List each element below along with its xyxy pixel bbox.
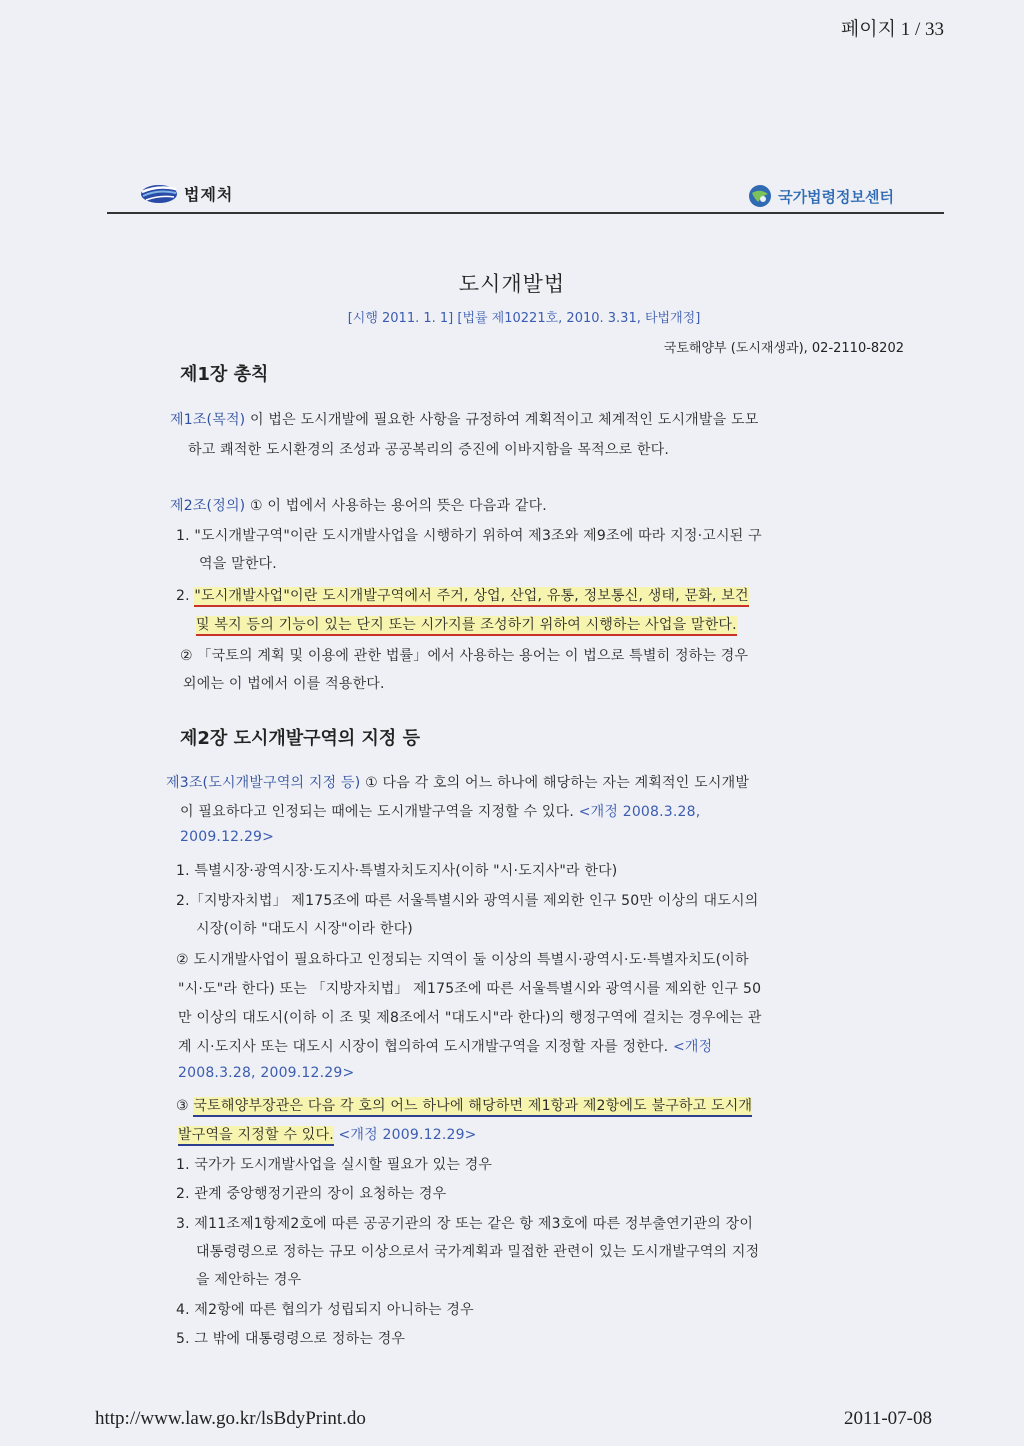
article-2-item-2-line-2	[196, 614, 737, 634]
article-3-para-2-line-1: ② 도시개발사업이 필요하다고 인정되는 지역이 둘 이상의 특별시·광역시·도·특별자치도(이하	[176, 952, 749, 968]
article-2-item-1-line-2: 역을 말한다.	[199, 556, 277, 572]
highlighted-definition-1: "도시개발사업"이란 도시개발구역에서 주거, 상업, 산업, 유통, 정보통신, 생태, 문화, 보건	[194, 587, 748, 607]
article-1-head: 제1조(목적)	[170, 412, 246, 428]
moleg-swoosh-icon	[140, 183, 178, 205]
article-2-text-1: ① 이 법에서 사용하는 용어의 뜻은 다음과 같다.	[245, 498, 547, 514]
article-3-amend-2: 2009.12.29>	[180, 829, 275, 845]
article-3-para-2-amend-2: 2008.3.28, 2009.12.29>	[178, 1065, 355, 1081]
article-3-para-3-line-2	[178, 1124, 477, 1144]
article-3-para-3-item-4: 4. 제2항에 따른 협의가 성립되지 아니하는 경우	[176, 1302, 474, 1318]
article-1-line-2: 하고 쾌적한 도시환경의 조성과 공공복리의 증진에 이바지함을 목적으로 한다.	[188, 442, 670, 458]
document-title: 도시개발법	[458, 272, 566, 296]
moleg-label: 법제처	[184, 185, 234, 204]
chapter-2-heading: 제2장 도시개발구역의 지정 등	[180, 728, 420, 749]
article-3-para-3-item-5: 5. 그 밖에 대통령령으로 정하는 경우	[176, 1331, 406, 1347]
article-3-para-2-amend-1: <개정	[672, 1039, 713, 1055]
globe-icon	[748, 184, 772, 208]
article-3-line-1	[166, 772, 749, 792]
article-1-text-1: 이 법은 도시개발에 필요한 사항을 규정하여 계획적이고 체계적인 도시개발을 도모	[245, 412, 759, 428]
footer-date: 2011-07-08	[844, 1408, 932, 1429]
article-3-para-3-number: ③	[176, 1098, 189, 1114]
enforcement-info: [시행 2011. 1. 1] [법률 제10221호, 2010. 3.31, 타법개정]	[347, 311, 701, 326]
article-2-line-1	[170, 495, 547, 515]
article-3-para-2-text-4: 계 시·도지사 또는 대도시 시장이 협의하여 도시개발구역을 지정할 자를 정한다.	[178, 1039, 673, 1055]
article-3-para-3-item-2: 2. 관계 중앙행정기관의 장이 요청하는 경우	[176, 1186, 447, 1202]
article-3-para-2-line-4	[178, 1036, 712, 1056]
highlighted-authority-1: 국토해양부장관은 다음 각 호의 어느 하나에 해당하면 제1항과 제2항에도 불구하고 도시개	[193, 1097, 752, 1117]
article-3-para-2-line-2: "시·도"라 한다) 또는 「지방자치법」 제175조에 따른 서울특별시와 광역시를 제외한 인구 50	[178, 981, 762, 997]
highlighted-authority-2: 발구역을 지정할 수 있다.	[178, 1126, 334, 1146]
chapter-1-heading: 제1장 총칙	[180, 364, 269, 385]
article-3-para-3-item-3-line-2: 대통령령으로 정하는 규모 이상으로서 국가계획과 밀접한 관련이 있는 도시개발구역의 지정	[196, 1244, 760, 1260]
article-3-head: 제3조(도시개발구역의 지정 등)	[166, 775, 361, 791]
highlighted-definition-2: 및 복지 등의 기능이 있는 단지 또는 시가지를 조성하기 위하여 시행하는 사업을 말한다.	[196, 616, 737, 636]
article-2-head: 제2조(정의)	[170, 498, 246, 514]
article-1-line-1	[170, 409, 758, 429]
article-3-para-3-item-1: 1. 국가가 도시개발사업을 실시할 필요가 있는 경우	[176, 1157, 493, 1173]
page-number: 페이지 1 / 33	[840, 19, 944, 40]
article-3-para-3-amend: <개정 2009.12.29>	[333, 1127, 477, 1143]
law-center-logo	[748, 184, 894, 208]
article-3-item-1: 1. 특별시장·광역시장·도지사·특별자치도지사(이하 "시·도지사"라 한다)	[176, 863, 618, 879]
article-3-item-2-line-2: 시장(이하 "대도시 시장"이라 한다)	[196, 921, 413, 937]
article-3-para-3-item-3-line-3: 을 제안하는 경우	[196, 1272, 302, 1288]
ministry-contact: 국토해양부 (도시재생과), 02-2110-8202	[663, 341, 904, 356]
law-center-label: 국가법령정보센터	[778, 187, 894, 206]
article-2-item-2-line-1	[176, 585, 749, 605]
moleg-logo	[140, 182, 233, 205]
footer-url: http://www.law.go.kr/lsBdyPrint.do	[95, 1408, 366, 1429]
header-divider	[107, 212, 944, 214]
article-3-text-1: ① 다음 각 호의 어느 하나에 해당하는 자는 계획적인 도시개발	[360, 775, 750, 791]
article-3-text-2: 이 필요하다고 인정되는 때에는 도시개발구역을 지정할 수 있다.	[180, 804, 579, 820]
article-3-para-3-line-1	[176, 1095, 752, 1115]
article-2-item-1-line-1: 1. "도시개발구역"이란 도시개발사업을 시행하기 위하여 제3조와 제9조에 따라 지정·고시된 구	[176, 528, 762, 544]
article-3-line-2	[180, 801, 700, 821]
article-3-para-2-line-3: 만 이상의 대도시(이하 이 조 및 제8조에서 "대도시"라 한다)의 행정구역에 걸치는 경우에는 관	[178, 1010, 762, 1026]
article-2-para-2-line-2: 외에는 이 법에서 이를 적용한다.	[183, 676, 385, 692]
article-2-para-2-line-1: ② 「국토의 계획 및 이용에 관한 법률」에서 사용하는 용어는 이 법으로 특별히 정하는 경우	[180, 648, 749, 664]
article-3-item-2-line-1: 2.「지방자치법」 제175조에 따른 서울특별시와 광역시를 제외한 인구 50만 이상의 대도시의	[176, 893, 759, 909]
article-3-para-3-item-3-line-1: 3. 제11조제1항제2호에 따른 공공기관의 장 또는 같은 항 제3호에 따른 정부출연기관의 장이	[176, 1216, 754, 1232]
article-3-amend-1: <개정 2008.3.28,	[578, 804, 701, 820]
article-2-item-2-number: 2.	[176, 588, 190, 604]
